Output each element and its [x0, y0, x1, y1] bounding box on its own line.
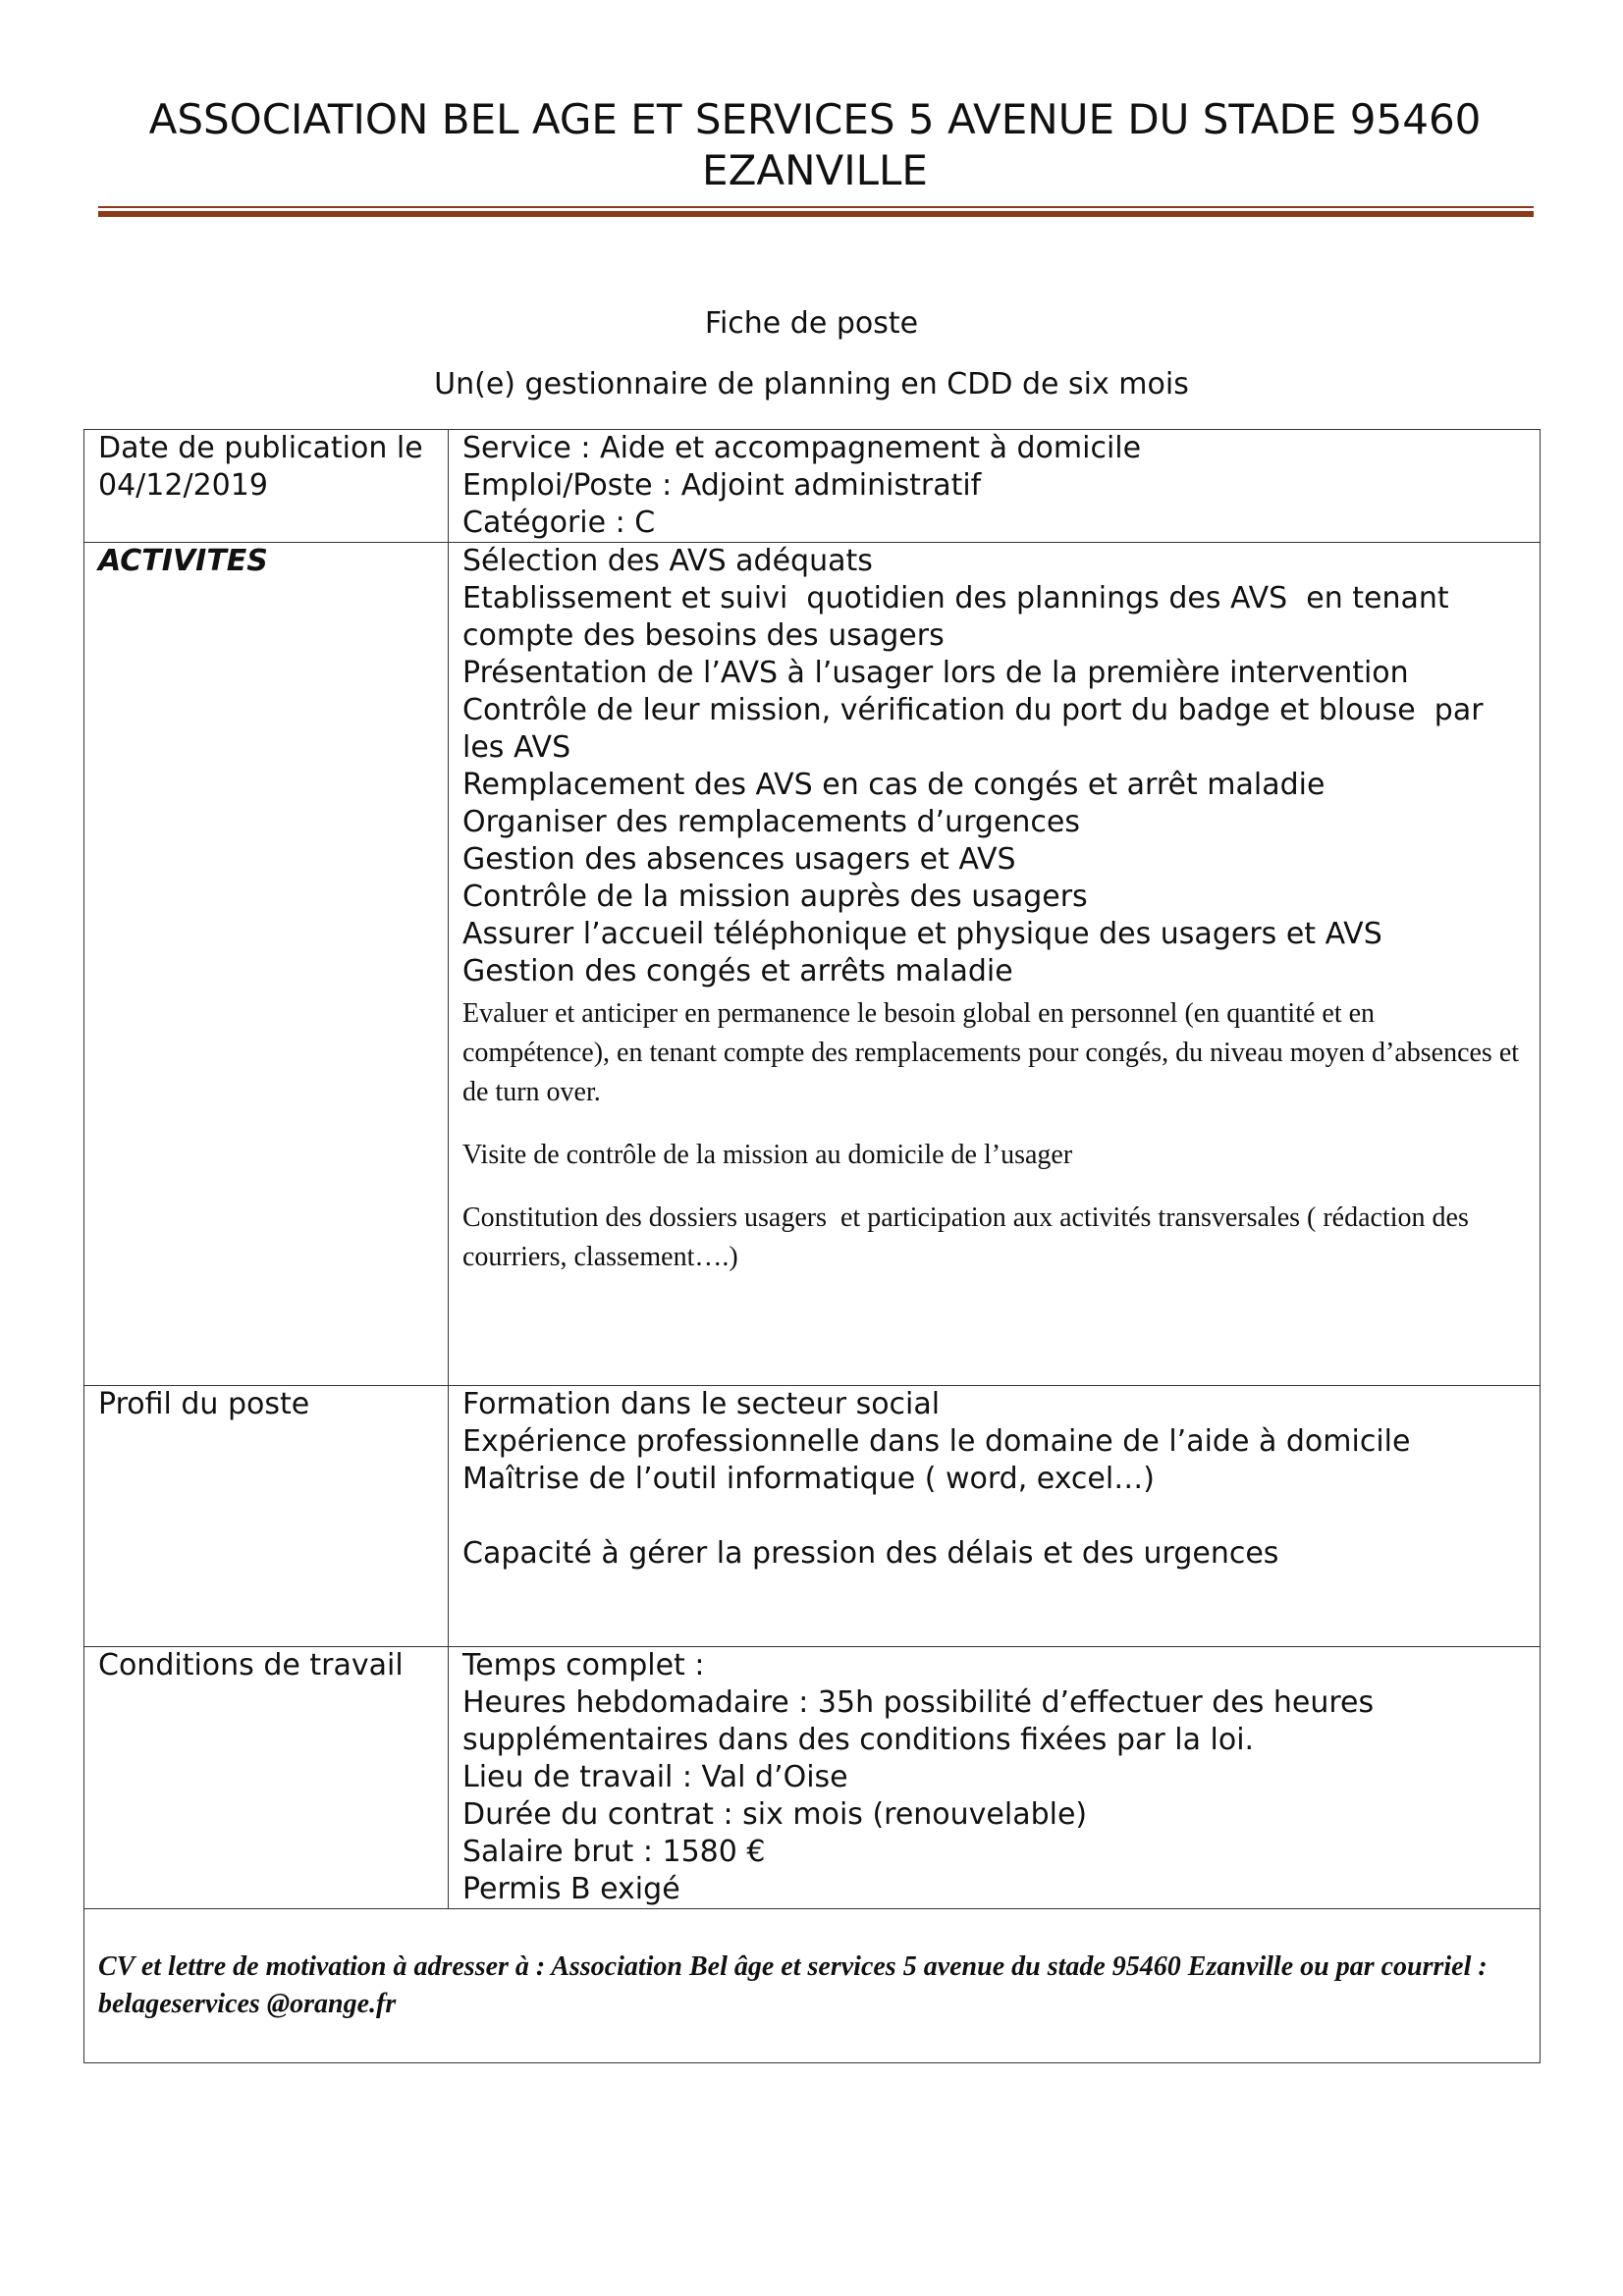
service-line: Service : Aide et accompagnement à domicile: [462, 431, 1142, 465]
activite-item: Contrôle de leur mission, vérification du port du badge et blouse par les AVS: [462, 693, 1493, 765]
document-title: Fiche de poste: [704, 306, 919, 341]
table-row-footer: [84, 1909, 1541, 2063]
activite-item: Sélection des AVS adéquats: [462, 544, 873, 578]
condition-item: Heures hebdomadaire : 35h possibilité d’effectuer des heures supplémentaires dans des conditions fixées par la loi.: [462, 1685, 1383, 1757]
condition-item: Permis B exigé: [462, 1872, 680, 1906]
activite-item: Gestion des congés et arrêts maladie: [462, 954, 1013, 988]
header-double-rule: [98, 206, 1534, 217]
condition-item: Temps complet :: [462, 1648, 705, 1682]
profil-item: Expérience professionnelle dans le domaine de l’aide à domicile: [462, 1424, 1411, 1459]
application-instructions: CV et lettre de motivation à adresser à : Association Bel âge et services 5 avenue du stade 95460 Ezanville ou par courriel : belageservices @orange.fr: [84, 1909, 1541, 2063]
activite-item: Gestion des absences usagers et AVS: [462, 842, 1016, 877]
conditions-details: [449, 1647, 1541, 1909]
table-row-profil: [84, 1386, 1541, 1647]
emploi-line: Emploi/Poste : Adjoint administratif: [462, 468, 982, 503]
job-description-table: [83, 429, 1541, 2063]
publication-details: [449, 430, 1541, 543]
profil-label: Profil du poste: [84, 1386, 449, 1647]
activite-item: Organiser des remplacements d’urgences: [462, 805, 1081, 839]
profil-item: Maîtrise de l’outil informatique ( word, excel…): [462, 1462, 1155, 1496]
activite-paragraph: Visite de contrôle de la mission au domicile de l’usager: [462, 1140, 1073, 1170]
table-row-publication: [84, 430, 1541, 543]
profil-spacer: [462, 1498, 1526, 1535]
profil-item: Formation dans le secteur social: [462, 1387, 941, 1421]
condition-item: Durée du contrat : six mois (renouvelable): [462, 1797, 1088, 1832]
table-row-conditions: [84, 1647, 1541, 1909]
activite-item: Contrôle de la mission auprès des usagers: [462, 880, 1088, 914]
activites-label: ACTIVITES: [84, 543, 449, 1386]
document-subtitle: Un(e) gestionnaire de planning en CDD de six mois: [434, 367, 1189, 401]
profil-item: Capacité à gérer la pression des délais et des urgences: [462, 1536, 1279, 1571]
activite-item: Etablissement et suivi quotidien des plannings des AVS en tenant compte des besoins des usagers: [462, 581, 1459, 653]
activite-item: Présentation de l’AVS à l’usager lors de la première intervention: [462, 656, 1409, 690]
activites-details: [449, 543, 1541, 1386]
categorie-line: Catégorie : C: [462, 506, 656, 540]
activite-item: Remplacement des AVS en cas de congés et arrêt maladie: [462, 768, 1325, 802]
profil-details: [449, 1386, 1541, 1647]
condition-item: Lieu de travail : Val d’Oise: [462, 1760, 848, 1794]
association-header-title: ASSOCIATION BEL AGE ET SERVICES 5 AVENUE DU STADE 95460 EZANVILLE: [148, 95, 1482, 194]
table-row-activites: [84, 543, 1541, 1386]
publication-label: Date de publication le 04/12/2019: [84, 430, 449, 543]
activite-paragraph: Evaluer et anticiper en permanence le besoin global en personnel (en quantité et en compétence), en tenant compte des remplacements pour congés, du niveau moyen d’absences et de turn over.: [462, 998, 1527, 1107]
condition-item: Salaire brut : 1580 €: [462, 1835, 766, 1869]
conditions-label: Conditions de travail: [84, 1647, 449, 1909]
activite-paragraph: Constitution des dossiers usagers et participation aux activités transversales ( rédaction des courriers, classement….): [462, 1202, 1476, 1272]
activite-item: Assurer l’accueil téléphonique et physique des usagers et AVS: [462, 917, 1382, 951]
